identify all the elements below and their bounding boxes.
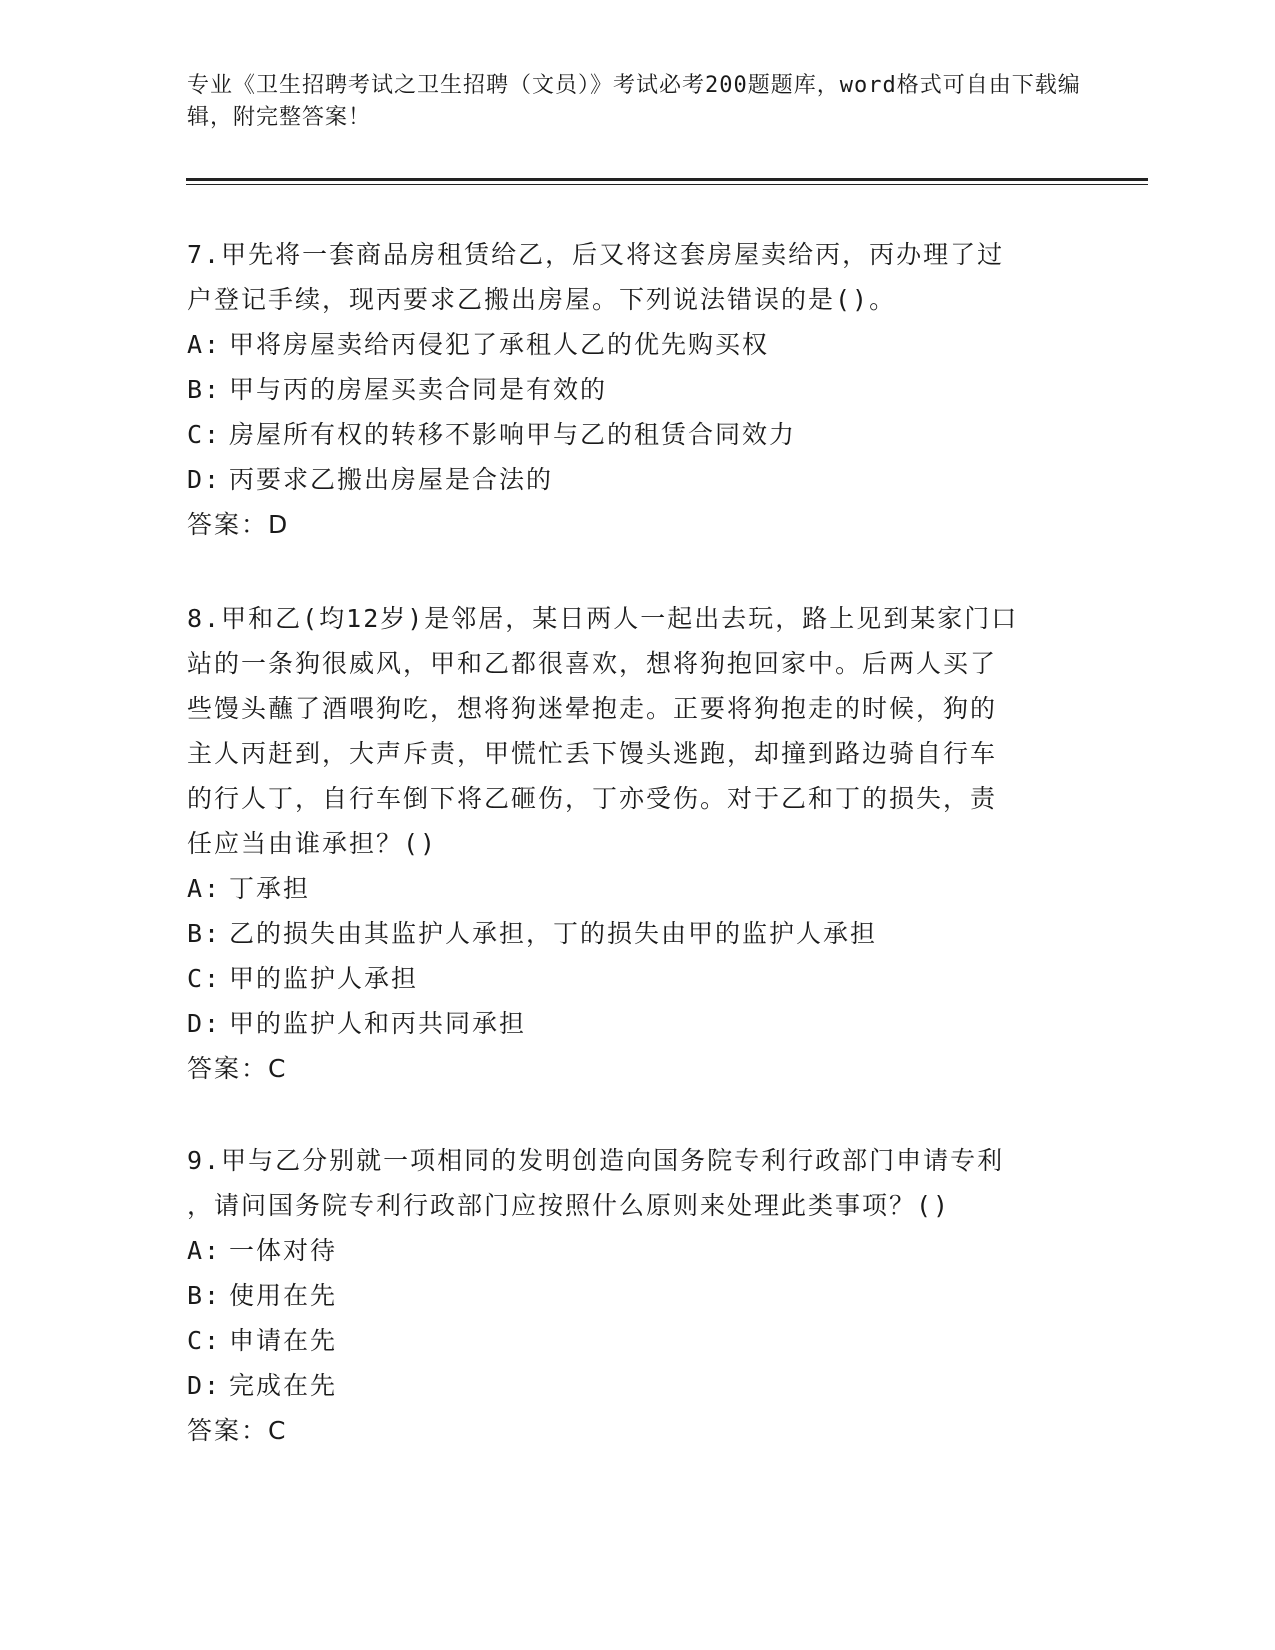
- document-header: 专业《卫生招聘考试之卫生招聘（文员）》考试必考200题题库，word格式可自由下载编辑，附完整答案！: [187, 73, 1081, 130]
- option-text: 房屋所有权的转移不影响甲与乙的租赁合同效力: [229, 420, 797, 449]
- option-c: [187, 956, 1067, 1001]
- option-text: 丁承担: [229, 874, 311, 903]
- answer-line: 答案：C: [187, 1054, 288, 1083]
- option-key: A:: [187, 874, 222, 903]
- option-key: D:: [187, 1371, 222, 1400]
- option-text: 申请在先: [229, 1326, 338, 1355]
- option-text: 甲的监护人承担: [229, 964, 419, 993]
- answer-line: 答案：D: [187, 510, 290, 539]
- question-stem-line: 9.甲与乙分别就一项相同的发明创造向国务院专利行政部门申请专利: [187, 1146, 1005, 1175]
- option-d: [187, 457, 1067, 502]
- option-a: [187, 866, 1067, 911]
- option-a: [187, 1228, 1067, 1273]
- option-b: [187, 367, 1067, 412]
- option-key: A:: [187, 1236, 222, 1265]
- option-text: 完成在先: [229, 1371, 338, 1400]
- option-text: 一体对待: [229, 1236, 338, 1265]
- question-stem-line: 的行人丁，自行车倒下将乙砸伤，丁亦受伤。对于乙和丁的损失，责: [187, 784, 998, 813]
- question-stem-line: 站的一条狗很威风，甲和乙都很喜欢，想将狗抱回家中。后两人买了: [187, 649, 998, 678]
- option-a: [187, 322, 1067, 367]
- option-b: [187, 1273, 1067, 1318]
- option-text: 甲将房屋卖给丙侵犯了承租人乙的优先购买权: [229, 330, 770, 359]
- question-stem-line: ，请问国务院专利行政部门应按照什么原则来处理此类事项？(): [187, 1191, 951, 1220]
- option-d: [187, 1001, 1067, 1046]
- option-text: 甲的监护人和丙共同承担: [229, 1009, 527, 1038]
- option-key: D:: [187, 1009, 222, 1038]
- question-stem-line: 主人丙赶到，大声斥责，甲慌忙丢下馒头逃跑，却撞到路边骑自行车: [187, 739, 998, 768]
- option-key: C:: [187, 1326, 222, 1355]
- option-text: 乙的损失由其监护人承担，丁的损失由甲的监护人承担: [229, 919, 878, 948]
- option-key: B:: [187, 1281, 222, 1310]
- question-stem-line: 任应当由谁承担？(): [187, 829, 438, 858]
- option-text: 甲与丙的房屋买卖合同是有效的: [229, 375, 608, 404]
- question-stem-line: 户登记手续，现丙要求乙搬出房屋。下列说法错误的是()。: [187, 285, 897, 314]
- option-c: [187, 1318, 1067, 1363]
- answer-line: 答案：C: [187, 1416, 288, 1445]
- option-key: B:: [187, 375, 222, 404]
- question-7: [187, 232, 1067, 547]
- question-stem-line: 8.甲和乙(均12岁)是邻居，某日两人一起出去玩，路上见到某家门口: [187, 604, 1019, 633]
- option-text: 丙要求乙搬出房屋是合法的: [229, 465, 554, 494]
- option-text: 使用在先: [229, 1281, 338, 1310]
- option-c: [187, 412, 1067, 457]
- question-stem-line: 些馒头蘸了酒喂狗吃，想将狗迷晕抱走。正要将狗抱走的时候，狗的: [187, 694, 998, 723]
- option-key: B:: [187, 919, 222, 948]
- option-key: C:: [187, 420, 222, 449]
- question-9: [187, 1138, 1067, 1453]
- header-divider-thick: [186, 178, 1148, 181]
- question-stem-line: 7.甲先将一套商品房租赁给乙，后又将这套房屋卖给丙，丙办理了过: [187, 240, 1005, 269]
- option-key: D:: [187, 465, 222, 494]
- option-d: [187, 1363, 1067, 1408]
- question-8: [187, 596, 1067, 1091]
- header-divider-thin: [186, 184, 1148, 185]
- option-key: C:: [187, 964, 222, 993]
- option-b: [187, 911, 1067, 956]
- option-key: A:: [187, 330, 222, 359]
